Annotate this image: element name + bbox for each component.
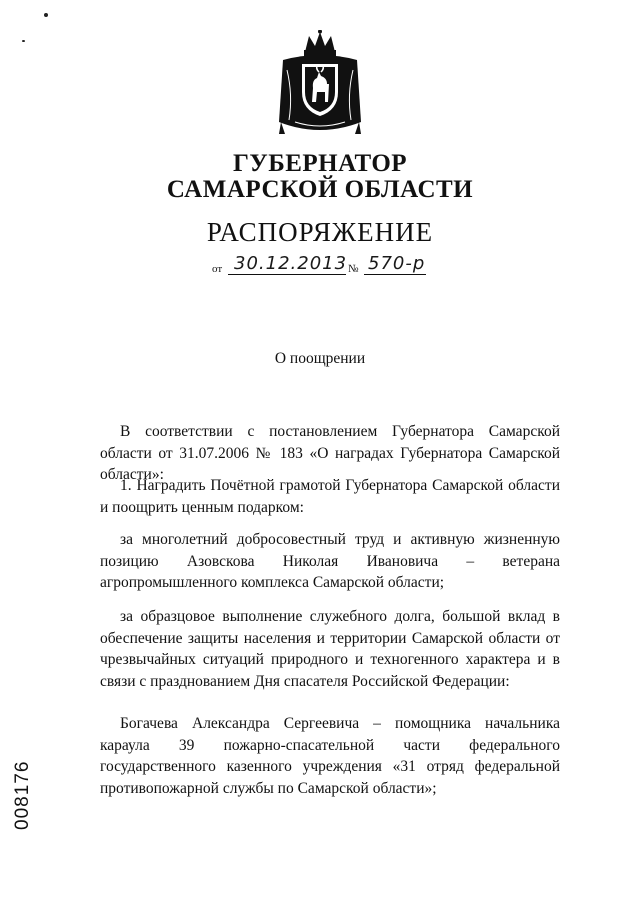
date-prefix: от: [212, 263, 223, 275]
paragraph-reason-2: за образцовое выполнение служебного долга, большой вклад в обеспечение защиты населения и территории Самарской области от чрезвычайных ситуаций природного и техногенного характера и в связи с празднованием Дня спасателя Российской Федерации:: [100, 608, 560, 690]
number-underline: [364, 274, 426, 275]
issuer-region: САМАРСКОЙ ОБЛАСТИ: [166, 176, 474, 203]
scan-speck: [22, 40, 25, 42]
issuer-title: ГУБЕРНАТОР: [232, 150, 408, 177]
coat-of-arms-icon: [275, 30, 365, 140]
scan-speck: [44, 13, 48, 17]
number-prefix: №: [348, 263, 359, 275]
body-paragraph: [100, 475, 560, 518]
document-subject: О поощрении: [274, 350, 366, 367]
body-paragraph: [100, 713, 560, 799]
order-date-number: [212, 255, 432, 277]
document-type: РАСПОРЯЖЕНИЕ: [206, 217, 434, 247]
form-serial-number: 008176: [12, 760, 33, 830]
date-underline: [228, 274, 346, 275]
body-paragraph: [100, 529, 560, 594]
paragraph-nominee-2: Богачева Александра Сергеевича – помощника начальника караула 39 пожарно-спасательной части федерального государственного казенного учреждения «31 отряд федеральной противопожарной службы по Самарской области»;: [100, 715, 560, 797]
paragraph-award: 1. Наградить Почётной грамотой Губернатора Самарской области и поощрить ценным подарком:: [100, 477, 560, 516]
number-value: 570-р: [368, 253, 426, 274]
paragraph-nominee-1: за многолетний добросовестный труд и активную жизненную позицию Азовскова Николая Ивановича – ветерана агропромышленного комплекса Самарской области;: [100, 531, 560, 591]
body-paragraph: [100, 606, 560, 692]
paragraph-basis: В соответствии с постановлением Губернатора Самарской области от 31.07.2006 № 183 «О наградах Губернатора Самарской области»:: [100, 423, 560, 483]
date-value: 30.12.2013: [234, 253, 348, 274]
